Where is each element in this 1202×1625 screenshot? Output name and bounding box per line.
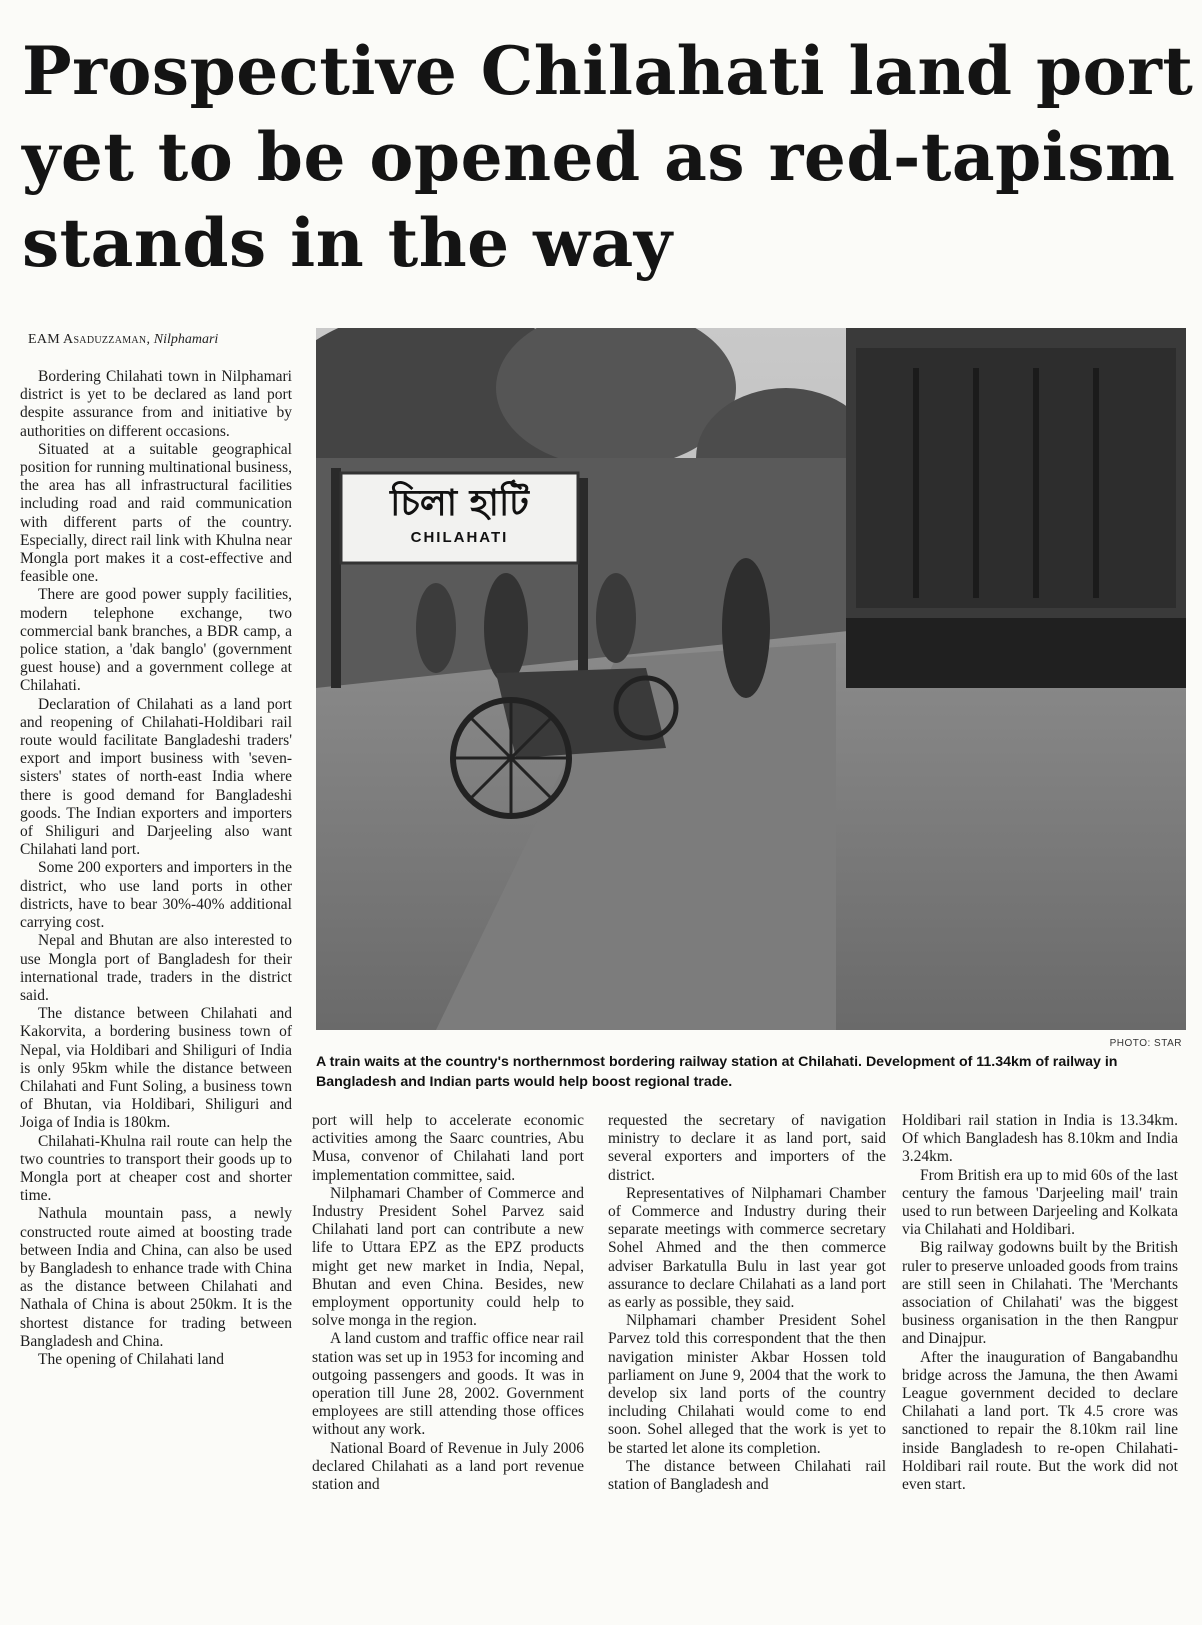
paragraph: Nilphamari chamber President Sohel Parvez told this correspondent that the then navigation minister Akbar Hossen told parliament on June 9, 2004 that the work to develop six land ports of the country including Chilahati would come to end soon. Sohel alleged that the work is yet to be started let alone its completion. [608, 1312, 886, 1457]
byline-author: EAM Asaduzzaman, [28, 332, 151, 347]
article-column-4 [902, 1112, 1178, 1494]
byline-location: Nilphamari [153, 332, 219, 347]
paragraph: Nathula mountain pass, a newly constructed route aimed at boosting trade between India and China, can also be used by Bangladesh to enhance trade with China as the distance between Chilahati and Nathala of China is about 250km. It is the shortest distance for trading between Bangladesh and China. [20, 1205, 292, 1350]
headline [22, 28, 1194, 286]
sign-bengali-text: চিলা হাটি [390, 483, 529, 524]
paragraph: The distance between Chilahati rail station of Bangladesh and [608, 1457, 886, 1494]
paragraph: port will help to accelerate economic activities among the Saarc countries, Abu Musa, convenor of Chilahati land port implementation committee, said. [312, 1112, 584, 1184]
photo-credit: PHOTO: STAR [1109, 1038, 1182, 1049]
article-column-2 [312, 1112, 584, 1494]
paragraph: Bordering Chilahati town in Nilphamari district is yet to be declared as land port despite assurance from and initiative by authorities on different occasions. [20, 368, 292, 440]
paragraph: The distance between Chilahati and Kakorvita, a bordering business town of Nepal, via Holdibari and Shiliguri of India is only 95km while the distance between Chilahati and Funt Soling, a business town of Bhutan, via Holdibari, Shiliguri and Joiga of India is 180km. [20, 1005, 292, 1132]
article-column-1 [20, 368, 292, 1369]
news-photo [316, 328, 1186, 1030]
paragraph: From British era up to mid 60s of the last century the famous 'Darjeeling mail' train used to run between Darjeeling and Kolkata via Chilahati and Holdibari. [902, 1166, 1178, 1239]
station-sign [341, 473, 578, 563]
paragraph: The opening of Chilahati land [38, 1350, 224, 1368]
paragraph: Nilphamari Chamber of Commerce and Industry President Sohel Parvez said Chilahati land port can contribute a new life to Uttara EPZ as the EPZ products might get new market in India, Nepal, Bhutan and even China. Besides, new employment opportunity could help to solve monga in the region. [312, 1184, 584, 1330]
paragraph: National Board of Revenue in July 2006 declared Chilahati as a land port revenue station and [312, 1439, 584, 1494]
paragraph: Representatives of Nilphamari Chamber of Commerce and Industry during their separate meetings with commerce secretary Sohel Ahmed and the then commerce adviser Barkatulla Bulu in last year got assurance to declare Chilahati as a land port as early as possible, they said. [608, 1184, 886, 1312]
paragraph: A land custom and traffic office near rail station was set up in 1953 for incoming and outgoing passengers and goods. It was in operation till June 28, 2002. Government employees are still attending those offices without any work. [312, 1330, 584, 1439]
paragraph: After the inauguration of Bangabandhu bridge across the Jamuna, the then Awami League government decided to declare Chilahati a land port. Tk 4.5 crore was sanctioned to repair the 8.10km rail line inside Bangladesh to re-open Chilahati-Holdibari rail route. But the work did not even start. [902, 1348, 1178, 1494]
article-column-3 [608, 1112, 886, 1494]
sign-english-text: CHILAHATI [410, 529, 509, 546]
headline-line: stands in the way [22, 204, 673, 282]
paragraph: Declaration of Chilahati as a land port and reopening of Chilahati-Holdibari rail route would facilitate Bangladeshi traders' export and import business with 'seven-sisters' states of north-east India where there is good demand for Bangladeshi goods. The Indian exporters and importers of Shiliguri and Darjeeling also want Chilahati land port. [20, 695, 292, 859]
railway-station-illustration [316, 328, 1186, 1030]
paragraph: Nepal and Bhutan are also interested to use Mongla port of Bangladesh for their international trade, traders in the district said. [20, 932, 292, 1004]
photo-caption: A train waits at the country's northernmost bordering railway station at Chilahati. Development of 11.34km of railway in Bangladesh and Indian parts would help boost regional trade. [316, 1054, 1118, 1090]
paragraph: requested the secretary of navigation ministry to declare it as land port, said several exporters and importers of the district. [608, 1112, 886, 1184]
paragraph: Situated at a suitable geographical position for running multinational business, the area has all infrastructural facilities including road and raid communication with different parts of the country. Especially, direct rail link with Khulna near Mongla port makes it a cost-effective and feasible one. [20, 440, 292, 586]
headline-line: Prospective Chilahati land port [22, 32, 1194, 110]
paragraph: Some 200 exporters and importers in the district, who use land ports in other districts, have to bear 30%-40% additional carrying cost. [20, 859, 292, 932]
paragraph: Chilahati-Khulna rail route can help the two countries to transport their goods up to Mongla port at cheaper cost and shorter time. [20, 1132, 292, 1205]
byline [28, 332, 218, 348]
paragraph: There are good power supply facilities, modern telephone exchange, two commercial bank branches, a BDR camp, a police station, a 'dak banglo' (government guest house) and a government college at Chilahati. [20, 586, 292, 695]
paragraph: Holdibari rail station in India is 13.34km. Of which Bangladesh has 8.10km and India 3.24km. [902, 1112, 1178, 1166]
paragraph: Big railway godowns built by the British ruler to preserve unloaded goods from trains are still seen in Chilahati. The 'Merchants association of Chilahati' was the biggest business organisation in the then Rangpur and Dinajpur. [902, 1239, 1178, 1348]
headline-line: yet to be opened as red-tapism [22, 118, 1176, 196]
